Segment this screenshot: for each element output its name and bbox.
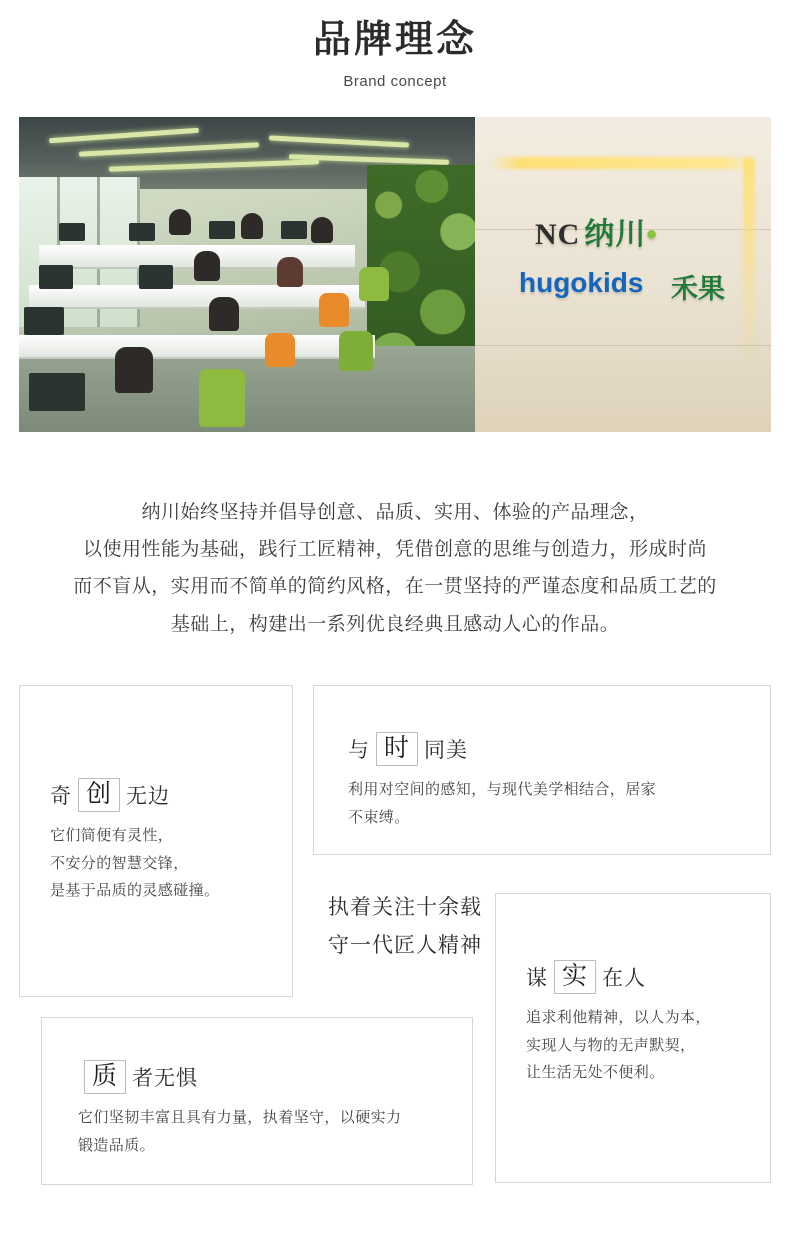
monitor [29,373,85,411]
intro-paragraph [45,494,745,642]
card-body-line: 它们简便有灵性， [50,826,174,844]
card-real-title-post: 在人 [602,966,647,990]
card-body-line: 不束缚。 [348,808,410,826]
card-create-keyword: 创 [78,778,120,812]
desk-row [29,285,365,309]
person [311,217,333,243]
intro-line: 基础上，构建出一系列优良经典且感动人心的作品。 [170,613,620,635]
logo-secondary: hugokids [519,267,644,299]
logo-tertiary: 禾果 [671,274,725,305]
cove-light-glow-vertical [743,157,755,372]
page-subtitle: Brand concept [343,73,447,91]
concept-cards [19,677,771,1197]
intro-line: 而不盲从，实用而不简单的简约风格，在一贯坚持的严谨态度和品质工艺的 [73,576,717,598]
card-real-keyword: 实 [554,960,596,994]
monitor [129,223,155,241]
logo-dot-icon: • [646,218,658,252]
card-body-line: 是基于品质的灵感碰撞。 [50,882,220,900]
card-create [19,685,293,997]
card-create-body [50,822,292,905]
person [115,347,153,393]
intro-line: 纳川始终坚持并倡导创意、品质、实用、体验的产品理念， [141,502,649,524]
cove-light-glow [489,157,757,169]
card-time [313,685,771,855]
center-slogan-line: 执着关注十余载 [328,895,482,919]
chair [319,293,349,327]
card-real-body [526,1004,770,1087]
card-create-title-pre: 奇 [50,784,72,808]
photo-band [19,117,771,432]
desk-row [19,335,375,359]
office-workspace-photo [19,117,475,432]
brand-logo-wall-photo [475,117,771,432]
person [209,297,239,331]
chair [359,267,389,301]
card-body-line: 它们坚韧丰富且具有力量，执着坚守，以硬实力 [78,1108,402,1126]
card-real-title-pre: 谋 [526,966,548,990]
card-body-line: 利用对空间的感知，与现代美学相结合，居家 [348,780,657,798]
card-body-line: 让生活无处不便利。 [526,1064,665,1082]
monitor [39,265,73,289]
card-create-title [50,778,292,812]
intro-line: 以使用性能为基础，践行工匠精神，凭借创意的思维与创造力，形成时尚 [82,539,707,561]
monitor [24,307,64,335]
monitor [59,223,85,241]
logo-mark: NC [535,218,581,252]
card-time-title [348,732,770,766]
monitor [281,221,307,239]
card-quality [41,1017,473,1185]
monitor [209,221,235,239]
person [169,209,191,235]
card-body-line: 追求利他精神，以人为本， [526,1008,711,1026]
card-time-title-pre: 与 [348,738,370,762]
page-title: 品牌理念 [312,19,477,61]
card-quality-keyword: 质 [84,1060,126,1094]
monitor [139,265,173,289]
card-body-line: 锻造品质。 [78,1136,156,1154]
card-body-line: 不安分的智慧交锋， [50,854,189,872]
card-create-title-post: 无边 [126,784,171,808]
chair [199,369,245,427]
card-quality-body [78,1104,472,1160]
center-slogan-line: 守一代匠人精神 [328,934,482,958]
page-header [0,0,790,90]
chair [265,333,295,367]
logo-primary [535,209,658,253]
person [194,251,220,281]
card-time-body [348,776,770,832]
chair [339,331,373,371]
logo-primary-text: 纳川 [584,218,647,252]
card-body-line: 实现人与物的无声默契， [526,1036,696,1054]
card-time-keyword: 时 [376,732,418,766]
person [277,257,303,287]
card-quality-title [78,1060,472,1094]
card-time-title-post: 同美 [424,738,469,762]
person [241,213,263,239]
center-slogan [315,889,495,967]
card-real [495,893,771,1183]
card-quality-title-post: 者无惧 [132,1066,199,1090]
card-real-title [526,960,770,994]
